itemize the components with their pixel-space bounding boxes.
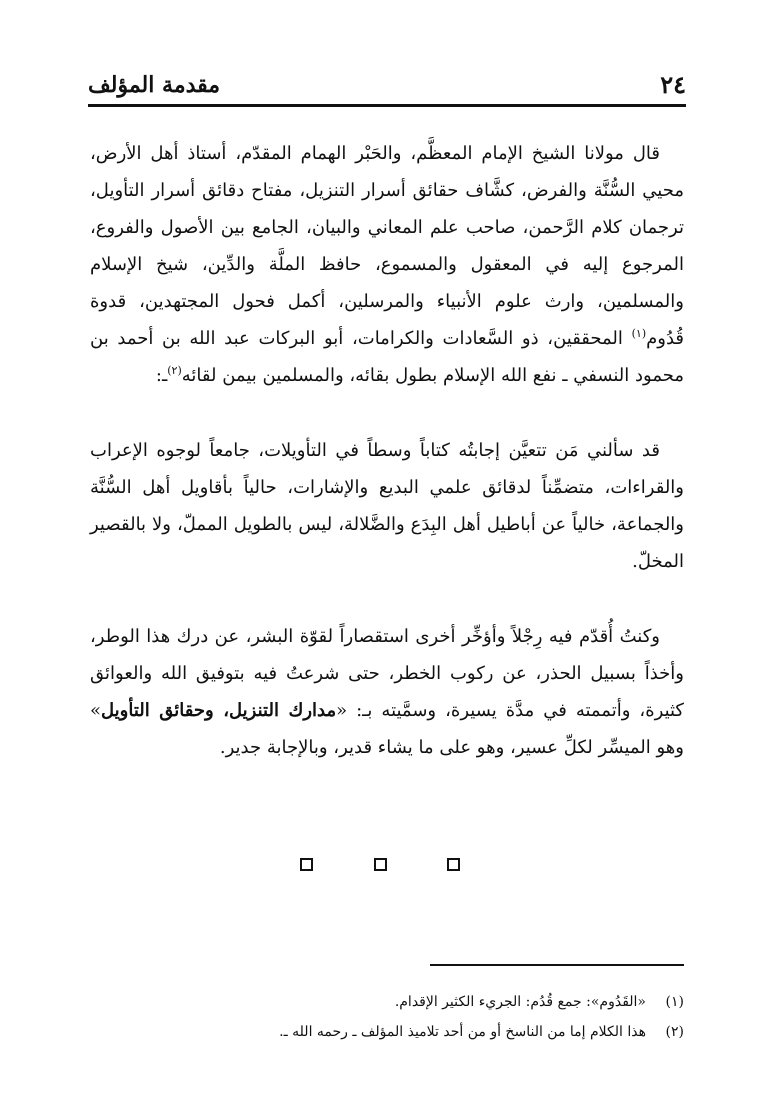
footnote-text: هذا الكلام إما من الناسخ أو من أحد تلاميذ المؤلف ـ رحمه الله ـ. bbox=[279, 1024, 646, 1040]
header-divider bbox=[88, 104, 686, 107]
footnote-number: (١) bbox=[665, 994, 684, 1010]
paragraph-author-intro bbox=[90, 135, 684, 394]
section-ornament bbox=[300, 853, 460, 877]
paragraph-1-text-a: قال مولانا الشيخ الإمام المعظَّم، والحَبْر الهمام المقدّم، أستاذ أهل الأرض، محيي السُّنَّة والفرض، كشَّاف حقائق أسرار التنزيل، مفتاح دقائق أسرار التأويل، ترجمان كلام الرَّحمن، صاحب علم المعاني والبيان، الجامع بين الأصول والفروع، المرجوع إليه في المعقول والمسموع، حافظ الملَّة والدِّين، شيخ الإسلام والمسلمين، وارث علوم الأنبياء والمرسلين، أكمل فحول المجتهدين، قدوة قُدُوم bbox=[90, 143, 684, 349]
page-number: ٢٤ bbox=[660, 70, 686, 99]
square-ornament-icon bbox=[300, 858, 313, 871]
paragraph-book-title bbox=[90, 618, 684, 766]
paragraph-1-text-b: المحققين، ذو السَّعادات والكرامات، أبو البركات عبد الله بن أحمد بن محمود النسفي ـ نفع الله الإسلام بطول بقائه، والمسلمين بيمن لقائه bbox=[90, 328, 684, 386]
square-ornament-icon bbox=[447, 858, 460, 871]
footnote-number: (٢) bbox=[665, 1024, 684, 1040]
footnote-1 bbox=[200, 987, 684, 1017]
footnote-text: «القَدُوم»: جمع قُدُم: الجريء الكثير الإقدام. bbox=[394, 994, 646, 1010]
footnote-2 bbox=[200, 1017, 684, 1047]
footnote-divider bbox=[430, 964, 684, 966]
footnote-reference-1: (١) bbox=[631, 327, 647, 340]
paragraph-request: قد سألني مَن تتعيَّن إجابتُه كتاباً وسطاً في التأويلات، جامعاً لوجوه الإعراب والقراءات، متضمِّناً لدقائق علمي البديع والإشارات، حالياً بأقاويل أهل السُّنَّة والجماعة، خالياً عن أباطيل أهل البِدَع والضَّلالة، ليس بالطويل المملّ، ولا بالقصير المخلّ. bbox=[90, 440, 684, 572]
paragraph-3-text-a: وكنتُ أُقدّم فيه رِجْلاً وأؤخِّر أخرى استقصاراً لقوّة البشر، عن درك هذا الوطر، وأخذاً بسبيل الحذر، عن ركوب الخطر، حتى شرعتُ فيه بتوفيق الله والعوائق كثيرة، وأتممته في مدَّة يسيرة، وسمَّيته بـ: « bbox=[90, 626, 684, 721]
paragraph-3-text-b: » وهو الميسِّر لكلِّ عسير، وهو على ما يشاء قدير، وبالإجابة جدير. bbox=[90, 700, 684, 758]
footnote-reference-2: (٢) bbox=[167, 364, 182, 377]
page-header bbox=[88, 70, 686, 104]
square-ornament-icon bbox=[374, 858, 387, 871]
paragraph-1-text-c: ـ: bbox=[155, 365, 168, 386]
running-title: مقدمة المؤلف bbox=[88, 72, 221, 98]
book-title: مدارك التنزيل، وحقائق التأويل bbox=[101, 700, 337, 721]
footnotes bbox=[200, 987, 684, 1047]
main-text bbox=[90, 135, 684, 766]
